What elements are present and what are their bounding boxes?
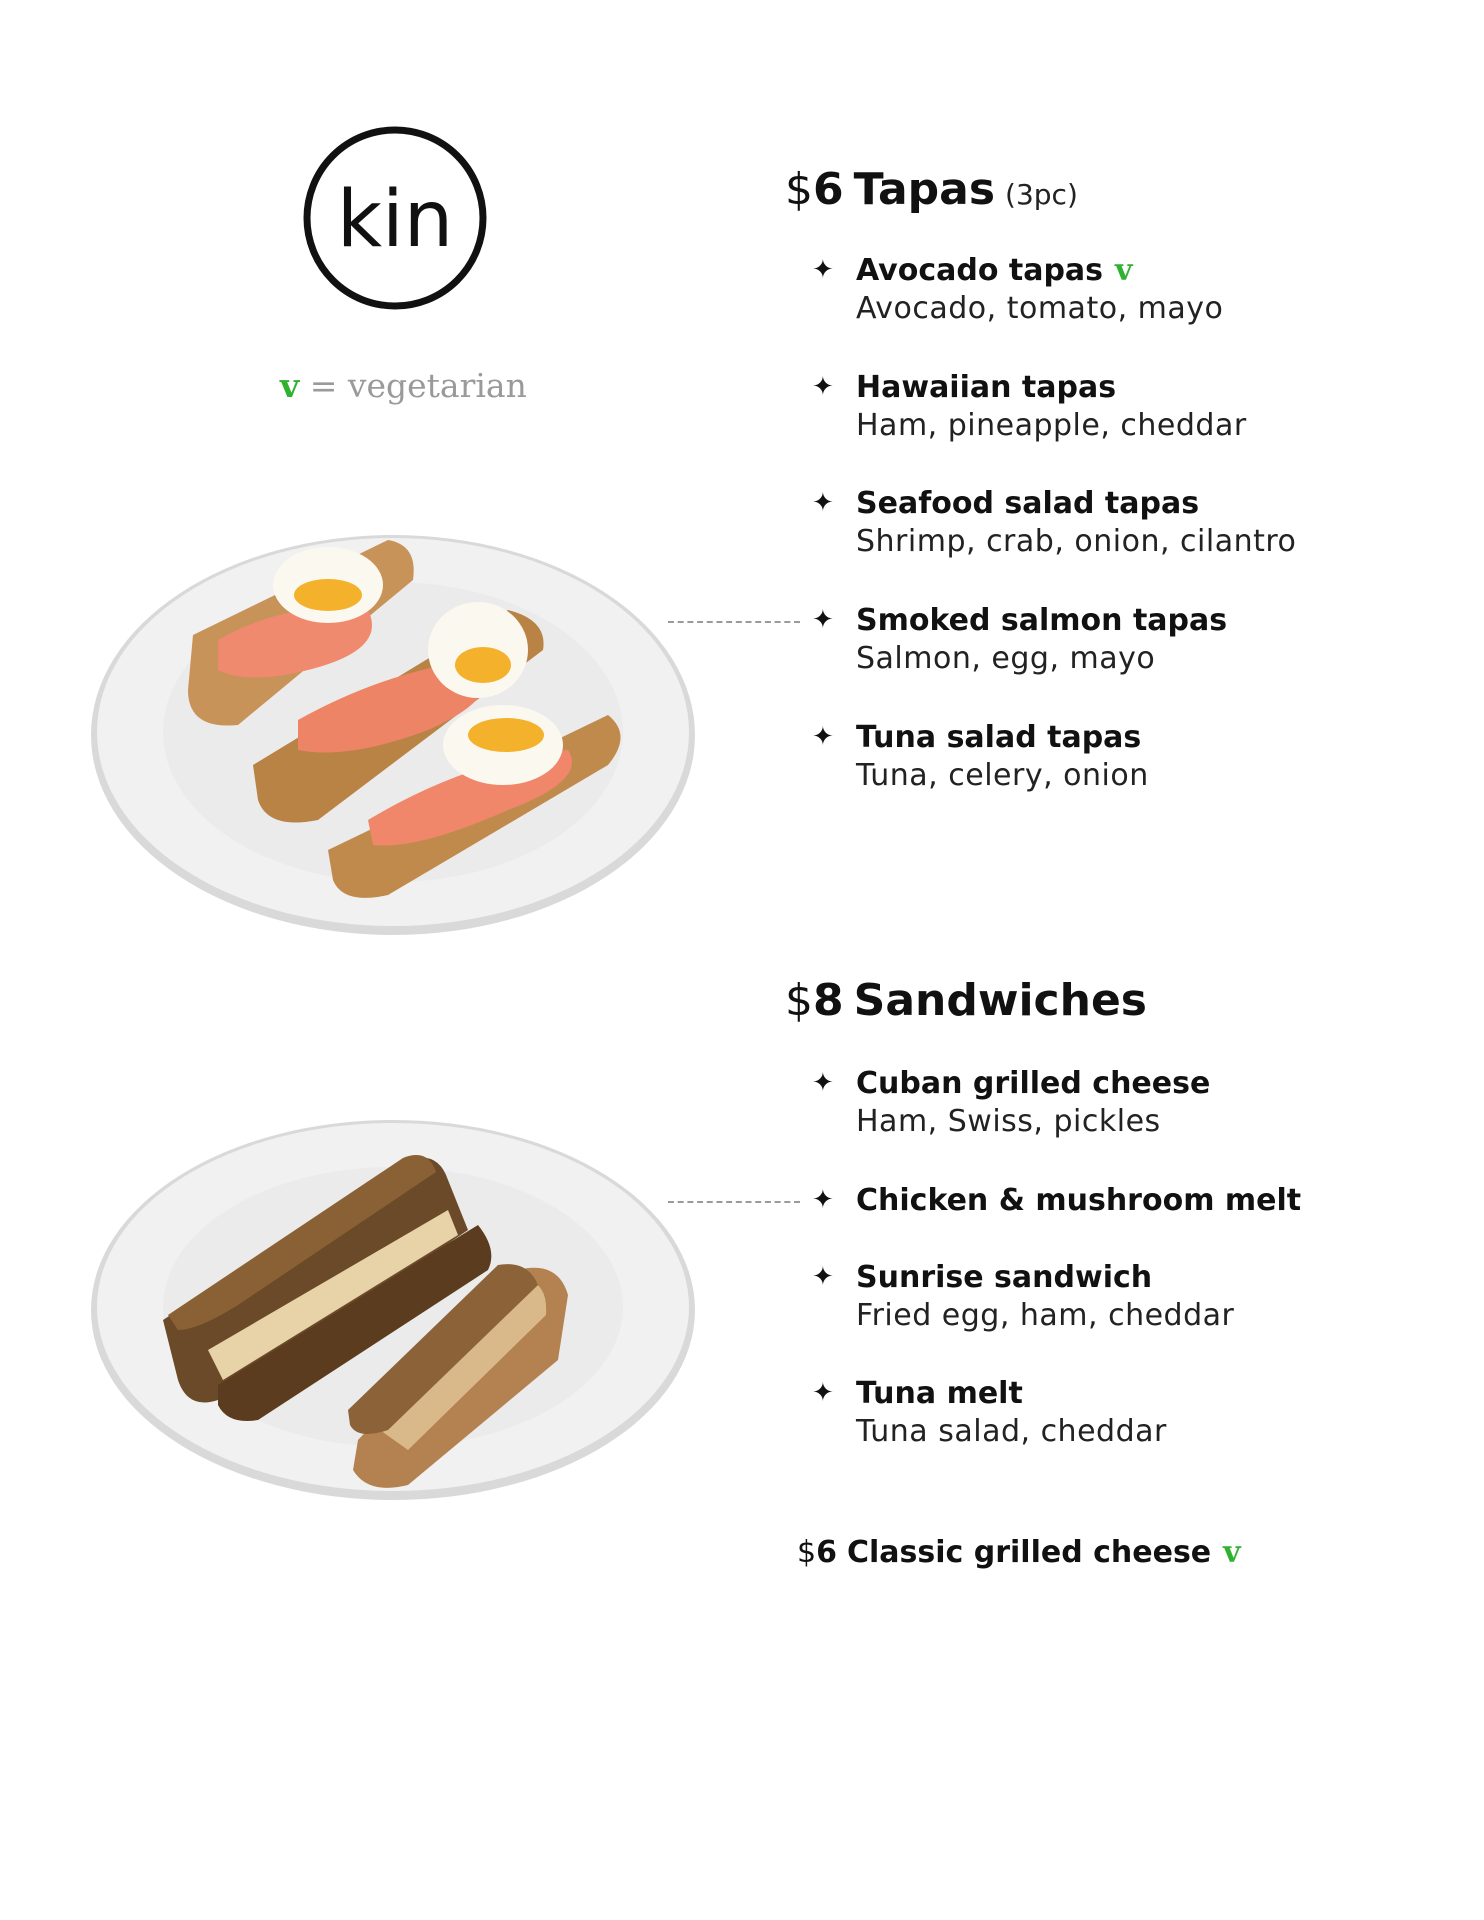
item-name: Avocado tapas: [856, 253, 1104, 288]
item-description: Shrimp, crab, onion, cilantro: [856, 524, 1297, 559]
star-bullet-icon: ✦: [812, 722, 834, 752]
star-bullet-icon: ✦: [812, 1262, 834, 1292]
item-name: Sunrise sandwich: [856, 1260, 1153, 1295]
item-name: Classic grilled cheese: [846, 1535, 1212, 1570]
vegetarian-symbol: v: [280, 366, 300, 405]
vegetarian-mark: v: [1223, 1535, 1241, 1570]
tapas-section-header: [785, 164, 1078, 215]
tapas-title: Tapas: [853, 164, 996, 215]
tapas-photo-connector: [668, 621, 800, 623]
tapas-piece-count: (3pc): [1005, 178, 1078, 211]
sandwiches-title: Sandwiches: [853, 975, 1147, 1026]
item-description: Tuna, celery, onion: [856, 758, 1149, 793]
item-name: Hawaiian tapas: [856, 370, 1117, 405]
star-bullet-icon: ✦: [812, 488, 834, 518]
sandwiches-price: $8: [785, 975, 844, 1026]
star-bullet-icon: ✦: [812, 1185, 834, 1215]
classic-price: $6: [797, 1535, 837, 1570]
kin-logo: [265, 88, 525, 348]
logo-text: kin: [336, 175, 454, 265]
star-bullet-icon: ✦: [812, 372, 834, 402]
item-name: Tuna melt: [856, 1376, 1023, 1411]
item-name: Tuna salad tapas: [856, 720, 1142, 755]
item-name: Smoked salmon tapas: [856, 603, 1228, 638]
sandwich-photo-connector: [668, 1201, 800, 1203]
star-bullet-icon: ✦: [812, 1378, 834, 1408]
vegetarian-mark: v: [1115, 253, 1133, 288]
vegetarian-legend-text: = vegetarian: [309, 366, 527, 405]
item-description: Ham, pineapple, cheddar: [856, 408, 1247, 443]
smoked-salmon-tapas-photo: [88, 520, 698, 940]
item-description: Avocado, tomato, mayo: [856, 291, 1224, 326]
item-description: Ham, Swiss, pickles: [856, 1104, 1161, 1139]
item-description: Salmon, egg, mayo: [856, 641, 1156, 676]
tapas-price: $6: [785, 164, 844, 215]
sandwiches-section-header: [785, 975, 1147, 1026]
chicken-mushroom-melt-photo: [88, 1080, 698, 1505]
item-description: Fried egg, ham, cheddar: [856, 1298, 1235, 1333]
item-name: Cuban grilled cheese: [856, 1066, 1211, 1101]
item-name: Chicken & mushroom melt: [856, 1183, 1302, 1218]
item-description: Tuna salad, cheddar: [856, 1414, 1167, 1449]
star-bullet-icon: ✦: [812, 255, 834, 285]
menu-item-classic-grilled-cheese: [797, 1535, 1241, 1570]
item-name: Seafood salad tapas: [856, 486, 1200, 521]
star-bullet-icon: ✦: [812, 1068, 834, 1098]
vegetarian-legend: [280, 366, 527, 405]
star-bullet-icon: ✦: [812, 605, 834, 635]
